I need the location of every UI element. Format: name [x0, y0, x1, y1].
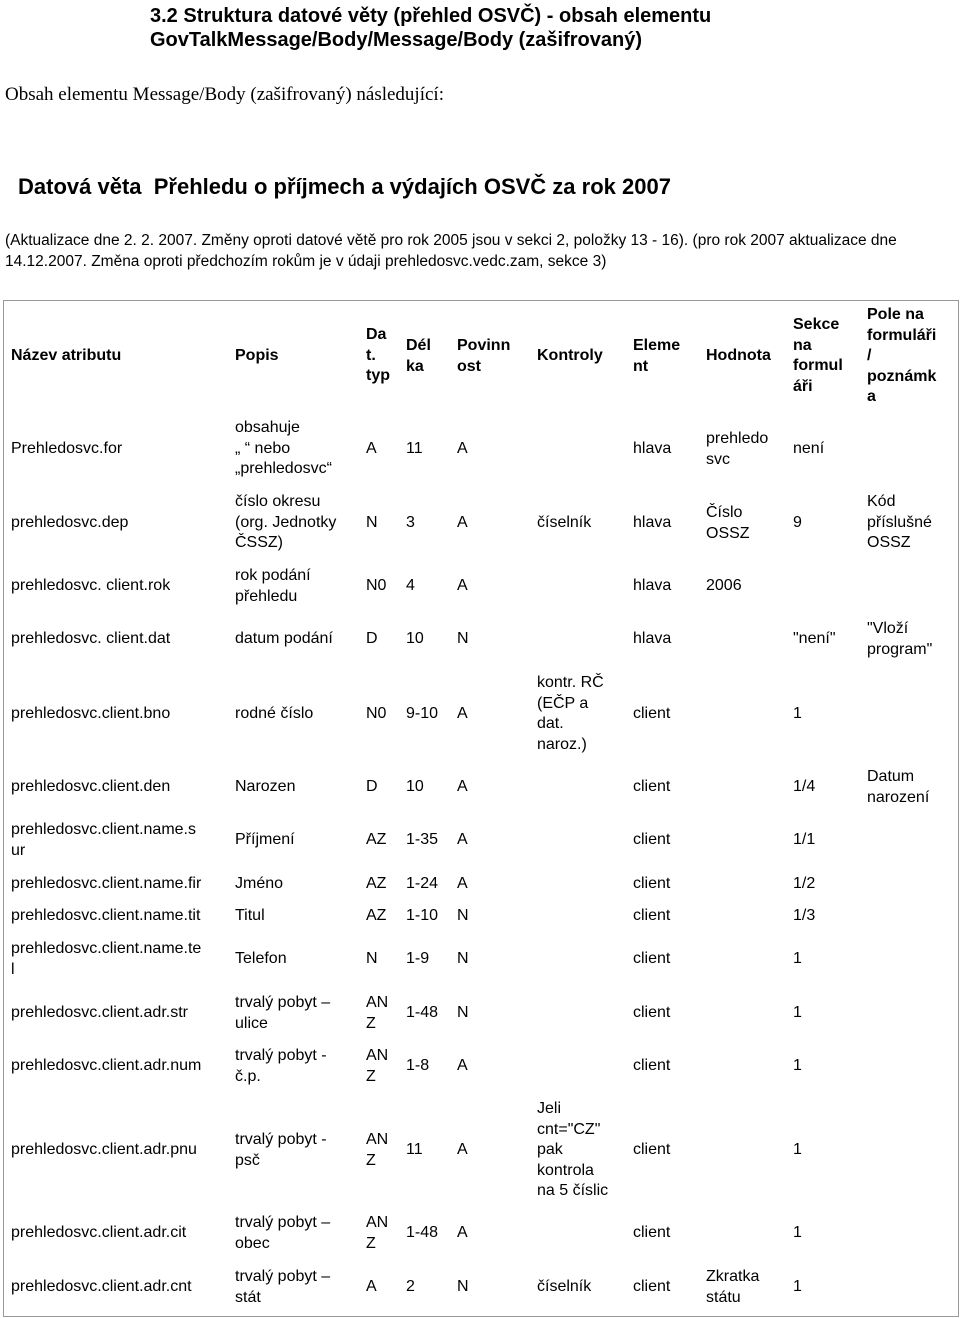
cell-form-section: 1 — [793, 950, 802, 967]
column-header-description: Popis — [235, 347, 279, 364]
cell-mandatory: A — [457, 831, 468, 848]
cell-description: Telefon — [235, 950, 287, 967]
cell-description: obsahuje „ “ nebo „prehledosvc“ — [235, 419, 332, 477]
cell-checks: číselník — [537, 1278, 592, 1295]
cell-data-type: AN Z — [366, 994, 389, 1032]
cell-mandatory: A — [457, 1224, 468, 1241]
cell-data-type: AN Z — [366, 1131, 389, 1169]
cell-element: client — [633, 875, 671, 892]
cell-value: Číslo OSSZ — [706, 504, 750, 542]
cell-description: rodné číslo — [235, 705, 314, 722]
cell-element: hlava — [633, 577, 672, 594]
cell-data-type: A — [366, 440, 377, 457]
cell-length: 1-48 — [406, 1224, 439, 1241]
cell-data-type: AZ — [366, 907, 387, 924]
cell-value: Zkratka státu — [706, 1268, 760, 1306]
cell-data-type: AN Z — [366, 1047, 389, 1085]
cell-attribute-name: prehledosvc.client.adr.num — [11, 1057, 202, 1074]
cell-length: 1-10 — [406, 907, 439, 924]
cell-description: rok podání přehledu — [235, 567, 311, 605]
cell-form-field-note: Datum narození — [867, 768, 930, 806]
document-title: Datová věta Přehledu o příjmech a výdajích OSVČ za rok 2007 — [18, 174, 671, 199]
cell-form-section: "není" — [793, 630, 836, 647]
cell-form-section: 1 — [793, 705, 802, 722]
cell-description: Narozen — [235, 778, 296, 795]
cell-form-section: 1 — [793, 1057, 802, 1074]
section-heading: 3.2 Struktura datové věty (přehled OSVČ) - obsah elementu GovTalkMessage/Body/Message/Body (zašifrovaný) — [150, 5, 712, 51]
cell-element: hlava — [633, 630, 672, 647]
cell-attribute-name: prehledosvc.client.den — [11, 778, 171, 795]
cell-description: trvalý pobyt – obec — [235, 1214, 331, 1252]
cell-attribute-name: prehledosvc.client.bno — [11, 705, 171, 722]
cell-mandatory: N — [457, 1278, 469, 1295]
cell-attribute-name: prehledosvc.client.name.s ur — [11, 821, 196, 859]
column-header-mandatory: Povinn ost — [457, 337, 511, 375]
cell-element: client — [633, 1141, 671, 1158]
cell-description: Příjmení — [235, 831, 295, 848]
cell-element: client — [633, 1057, 671, 1074]
cell-description: trvalý pobyt - psč — [235, 1131, 327, 1169]
cell-element: hlava — [633, 440, 672, 457]
cell-form-section: 1/2 — [793, 875, 816, 892]
column-header-element: Eleme nt — [633, 337, 681, 375]
cell-form-section: 1/4 — [793, 778, 816, 795]
cell-data-type: N — [366, 514, 378, 531]
cell-data-type: AN Z — [366, 1214, 389, 1252]
cell-element: client — [633, 705, 671, 722]
cell-data-type: D — [366, 630, 378, 647]
cell-attribute-name: prehledosvc. client.rok — [11, 577, 171, 594]
cell-description: Titul — [235, 907, 265, 924]
cell-data-type: N0 — [366, 577, 387, 594]
cell-description: Jméno — [235, 875, 284, 892]
cell-data-type: N0 — [366, 705, 387, 722]
cell-length: 1-8 — [406, 1057, 430, 1074]
column-header-form-section: Sekce na formul áři — [793, 316, 843, 395]
cell-form-section: není — [793, 440, 825, 457]
cell-description: trvalý pobyt - č.p. — [235, 1047, 327, 1085]
cell-mandatory: N — [457, 1004, 469, 1021]
cell-data-type: A — [366, 1278, 377, 1295]
cell-element: client — [633, 1004, 671, 1021]
cell-element: hlava — [633, 514, 672, 531]
cell-attribute-name: prehledosvc.client.name.tit — [11, 907, 201, 924]
cell-length: 10 — [406, 778, 424, 795]
column-header-value: Hodnota — [706, 347, 771, 364]
cell-checks: číselník — [537, 514, 592, 531]
cell-attribute-name: prehledosvc.client.adr.cit — [11, 1224, 187, 1241]
cell-data-type: AZ — [366, 831, 387, 848]
column-header-checks: Kontroly — [537, 347, 603, 364]
cell-attribute-name: Prehledosvc.for — [11, 440, 123, 457]
cell-mandatory: A — [457, 778, 468, 795]
cell-mandatory: A — [457, 514, 468, 531]
subtitle: Obsah elementu Message/Body (zašifrovaný) následující: — [5, 84, 444, 105]
column-header-data-type: Da t. typ — [366, 326, 390, 384]
cell-length: 9-10 — [406, 705, 439, 722]
column-header-length: Dél ka — [406, 337, 431, 375]
cell-length: 11 — [406, 440, 423, 457]
cell-mandatory: A — [457, 875, 468, 892]
cell-mandatory: A — [457, 1141, 468, 1158]
cell-element: client — [633, 950, 671, 967]
cell-element: client — [633, 831, 671, 848]
cell-length: 10 — [406, 630, 424, 647]
cell-mandatory: N — [457, 630, 469, 647]
cell-description: číslo okresu (org. Jednotky ČSSZ) — [235, 493, 337, 551]
cell-attribute-name: prehledosvc. client.dat — [11, 630, 171, 647]
cell-attribute-name: prehledosvc.client.name.te l — [11, 940, 202, 978]
cell-length: 1-9 — [406, 950, 430, 967]
cell-length: 1-24 — [406, 875, 439, 892]
cell-data-type: D — [366, 778, 378, 795]
update-description: (Aktualizace dne 2. 2. 2007. Změny oproti datové větě pro rok 2005 jsou v sekci 2, položky 13 - 16). (pro rok 2007 aktualizace dne 14.12.2007. Změna oproti předchozím rokům je v údaji prehledosvc.vedc.zam, sekce 3) — [5, 232, 897, 270]
cell-attribute-name: prehledosvc.client.adr.cnt — [11, 1278, 192, 1295]
cell-attribute-name: prehledosvc.client.name.fir — [11, 875, 202, 892]
cell-attribute-name: prehledosvc.client.adr.str — [11, 1004, 188, 1021]
cell-mandatory: A — [457, 1057, 468, 1074]
cell-mandatory: A — [457, 440, 468, 457]
cell-form-section: 1 — [793, 1004, 802, 1021]
cell-checks: kontr. RČ (EČP a dat. naroz.) — [537, 674, 604, 753]
cell-length: 4 — [406, 577, 415, 594]
cell-description: datum podání — [235, 630, 333, 647]
cell-form-section: 1 — [793, 1278, 802, 1295]
cell-form-section: 1/3 — [793, 907, 816, 924]
cell-form-field-note: "Vloží program" — [867, 620, 933, 658]
cell-mandatory: A — [457, 705, 468, 722]
cell-element: client — [633, 1278, 671, 1295]
cell-value: 2006 — [706, 577, 742, 594]
cell-data-type: AZ — [366, 875, 387, 892]
cell-length: 11 — [406, 1141, 423, 1158]
cell-length: 1-48 — [406, 1004, 439, 1021]
cell-attribute-name: prehledosvc.client.adr.pnu — [11, 1141, 197, 1158]
cell-length: 1-35 — [406, 831, 439, 848]
cell-form-section: 1/1 — [793, 831, 816, 848]
cell-form-section: 1 — [793, 1141, 802, 1158]
cell-data-type: N — [366, 950, 378, 967]
column-header-form-field-note: Pole na formuláři / poznámk a — [867, 306, 937, 405]
cell-description: trvalý pobyt – ulice — [235, 994, 331, 1032]
cell-description: trvalý pobyt – stát — [235, 1268, 331, 1306]
cell-element: client — [633, 778, 671, 795]
cell-mandatory: N — [457, 907, 469, 924]
column-header-attribute-name: Název atributu — [11, 347, 122, 364]
cell-attribute-name: prehledosvc.dep — [11, 514, 129, 531]
cell-form-field-note: Kód příslušné OSSZ — [867, 493, 932, 551]
cell-element: client — [633, 1224, 671, 1241]
cell-length: 3 — [406, 514, 415, 531]
cell-element: client — [633, 907, 671, 924]
cell-form-section: 1 — [793, 1224, 802, 1241]
cell-checks: Jeli cnt="CZ" pak kontrola na 5 číslic — [537, 1100, 609, 1199]
cell-mandatory: A — [457, 577, 468, 594]
cell-length: 2 — [406, 1278, 415, 1295]
cell-mandatory: N — [457, 950, 469, 967]
cell-value: prehledo svc — [706, 430, 769, 468]
cell-form-section: 9 — [793, 514, 802, 531]
